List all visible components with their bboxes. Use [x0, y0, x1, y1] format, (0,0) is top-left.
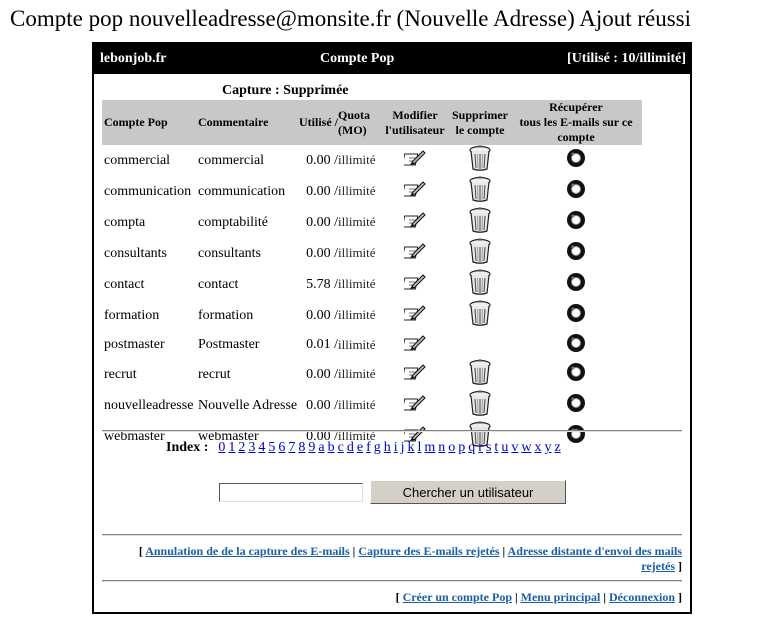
account-name: communication: [104, 183, 192, 199]
radio-circle-icon[interactable]: [565, 178, 587, 205]
index-letter-link[interactable]: 5: [268, 440, 276, 455]
account-name: webmaster: [104, 428, 165, 444]
table-row: [102, 176, 642, 207]
trash-can-icon[interactable]: [469, 300, 491, 331]
account-name: consultants: [104, 245, 167, 261]
index-label: Index :: [166, 440, 209, 455]
account-comment: Nouvelle Adresse: [198, 397, 298, 413]
page-title: Compte pop nouvelleadresse@monsite.fr (Nouvelle Adresse) Ajout réussi: [10, 6, 692, 31]
index-letter-link[interactable]: 4: [258, 440, 266, 455]
index-letter-link[interactable]: 2: [238, 440, 246, 455]
pencil-edit-icon[interactable]: [404, 179, 426, 204]
header-used: Utilisé /: [298, 100, 338, 145]
footer-links: [ Créer un compte Pop | Menu principal | Déconnexion ]: [395, 590, 682, 604]
index-letter-link[interactable]: m: [424, 440, 436, 455]
index-letter-link[interactable]: j: [400, 440, 405, 455]
index-letter-link[interactable]: b: [327, 440, 335, 455]
radio-circle-icon[interactable]: [565, 302, 587, 329]
header-comment: Commentaire: [198, 100, 298, 145]
trash-can-icon[interactable]: [469, 359, 491, 390]
trash-can-icon[interactable]: [469, 238, 491, 269]
pencil-edit-icon[interactable]: [404, 362, 426, 387]
header-quota: Quota (MO): [338, 100, 380, 145]
pop-accounts-table: [102, 100, 642, 452]
pop-accounts-panel: [92, 42, 692, 614]
radio-circle-icon[interactable]: [565, 361, 587, 388]
trash-can-icon[interactable]: [469, 207, 491, 238]
account-comment: recrut: [198, 366, 231, 382]
quota-value: illimité: [338, 152, 376, 167]
account-comment: communication: [198, 183, 286, 199]
header-delete: Supprimer le compte: [450, 100, 510, 145]
index-letter-link[interactable]: c: [337, 440, 344, 455]
radio-circle-icon[interactable]: [565, 209, 587, 236]
account-name: commercial: [104, 152, 171, 168]
trash-can-icon[interactable]: [469, 145, 491, 176]
search-user-input[interactable]: [219, 483, 363, 502]
table-row: [102, 269, 642, 300]
account-name: contact: [104, 276, 145, 292]
search-user-button[interactable]: Chercher un utilisateur: [370, 480, 566, 504]
pencil-edit-icon[interactable]: [404, 272, 426, 297]
pencil-edit-icon[interactable]: [404, 210, 426, 235]
account-comment: commercial: [198, 152, 265, 168]
index-letter-link[interactable]: t: [494, 440, 499, 455]
index-letter-link[interactable]: 7: [288, 440, 296, 455]
table-row: [102, 207, 642, 238]
quota-value: illimité: [338, 214, 376, 229]
quota-value: illimité: [338, 428, 376, 443]
index-letter-link[interactable]: f: [366, 440, 371, 455]
distant-address-link[interactable]: Adresse distante d'envoi des mails rejetés: [507, 544, 682, 573]
radio-circle-icon[interactable]: [565, 271, 587, 298]
used-value: 0.00 /: [306, 214, 338, 230]
account-name: recrut: [104, 366, 137, 382]
account-comment: webmaster: [198, 428, 259, 444]
capture-links: [ Annulation de de la capture des E-mails | Capture des E-mails rejetés | Adresse distante d'envoi des mails rejetés ]: [138, 544, 682, 573]
index-letter-link[interactable]: x: [534, 440, 542, 455]
used-value: 0.00 /: [306, 152, 338, 168]
table-row: [102, 331, 642, 359]
quota-value: illimité: [338, 397, 376, 412]
quota-value: illimité: [338, 307, 376, 322]
used-value: 0.00 /: [306, 307, 338, 323]
used-value: 5.78 /: [306, 276, 338, 292]
index-letter-link[interactable]: a: [318, 440, 325, 455]
cancel-capture-link[interactable]: Annulation de de la capture des E-mails: [145, 544, 350, 558]
main-menu-link[interactable]: Menu principal: [520, 590, 601, 604]
index-letter-link[interactable]: g: [373, 440, 381, 455]
used-value: 0.00 /: [306, 183, 338, 199]
trash-can-icon[interactable]: [469, 269, 491, 300]
account-comment: formation: [198, 307, 254, 323]
index-letter-link[interactable]: 8: [298, 440, 306, 455]
header-modify: Modifier l'utilisateur: [380, 100, 450, 145]
section-title: Compte Pop: [320, 51, 395, 66]
account-name: nouvelleadresse: [104, 397, 194, 413]
index-letter-link[interactable]: 9: [308, 440, 316, 455]
index-letter-link[interactable]: 1: [228, 440, 236, 455]
header-recover: Récupérer tous les E-mails sur ce compte: [510, 100, 642, 145]
table-row: [102, 238, 642, 269]
index-letter-link[interactable]: h: [383, 440, 391, 455]
logout-link[interactable]: Déconnexion: [609, 590, 675, 604]
index-letter-link[interactable]: 0: [218, 440, 226, 455]
index-letter-link[interactable]: z: [554, 440, 561, 455]
used-value: 0.00 /: [306, 366, 338, 382]
divider: [102, 430, 682, 432]
radio-circle-icon[interactable]: [565, 332, 587, 359]
account-comment: Postmaster: [198, 337, 260, 352]
index-letter-link[interactable]: d: [346, 440, 354, 455]
pencil-edit-icon[interactable]: [404, 148, 426, 173]
capture-status: Capture : Supprimée: [222, 83, 349, 98]
table-row: [102, 300, 642, 331]
index-letter-link[interactable]: n: [438, 440, 446, 455]
table-row: [102, 359, 642, 390]
table-row: [102, 145, 642, 176]
index-letter-link[interactable]: y: [544, 440, 552, 455]
index-letter-link[interactable]: s: [485, 440, 492, 455]
index-letter-link[interactable]: i: [393, 440, 398, 455]
account-name: postmaster: [104, 337, 165, 352]
account-comment: consultants: [198, 245, 261, 261]
index-letter-link[interactable]: w: [521, 440, 532, 455]
pencil-edit-icon[interactable]: [404, 241, 426, 266]
account-comment: contact: [198, 276, 239, 292]
account-name: compta: [104, 214, 146, 230]
top-bar: [94, 44, 690, 74]
alphabet-index: [166, 440, 564, 456]
quota-value: illimité: [338, 183, 376, 198]
radio-circle-icon[interactable]: [565, 240, 587, 267]
quota-value: illimité: [338, 366, 376, 381]
index-letter-link[interactable]: k: [407, 440, 415, 455]
create-pop-account-link[interactable]: Créer un compte Pop: [402, 590, 512, 604]
pencil-edit-icon[interactable]: [404, 333, 426, 358]
index-letter-link[interactable]: 6: [278, 440, 286, 455]
header-account: Compte Pop: [102, 100, 198, 145]
used-value: 0.00 /: [306, 428, 338, 444]
divider: [102, 580, 682, 582]
divider: [102, 534, 682, 536]
index-letter-link[interactable]: e: [356, 440, 364, 455]
quota-value: illimité: [338, 336, 376, 352]
index-letter-link[interactable]: o: [448, 440, 456, 455]
radio-circle-icon[interactable]: [565, 423, 587, 450]
account-name: formation: [104, 307, 160, 323]
index-letter-link[interactable]: 3: [248, 440, 256, 455]
used-value: 0.00 /: [306, 245, 338, 261]
used-value: 0.00 /: [306, 397, 338, 413]
quota-value: illimité: [338, 245, 376, 260]
table-header-row: [102, 100, 642, 145]
index-letter-link[interactable]: p: [458, 440, 466, 455]
index-letter-link[interactable]: q: [468, 440, 476, 455]
table-row: [102, 390, 642, 421]
index-letter-link[interactable]: v: [511, 440, 519, 455]
usage-counter: [Utilisé : 10/illimité]: [567, 51, 686, 66]
site-name: lebonjob.fr: [100, 51, 167, 66]
pencil-edit-icon[interactable]: [404, 303, 426, 328]
quota-value: illimité: [338, 276, 376, 291]
index-letter-link[interactable]: l: [417, 440, 422, 455]
capture-rejected-link[interactable]: Capture des E-mails rejetés: [358, 544, 500, 558]
account-comment: comptabilité: [198, 214, 268, 230]
trash-can-icon[interactable]: [469, 176, 491, 207]
pencil-edit-icon[interactable]: [404, 393, 426, 418]
index-letter-link[interactable]: r: [478, 440, 483, 455]
radio-circle-icon[interactable]: [565, 147, 587, 174]
radio-circle-icon[interactable]: [565, 392, 587, 419]
trash-can-icon[interactable]: [469, 390, 491, 421]
used-value: 0.01 /: [306, 337, 338, 352]
index-letter-link[interactable]: u: [501, 440, 509, 455]
